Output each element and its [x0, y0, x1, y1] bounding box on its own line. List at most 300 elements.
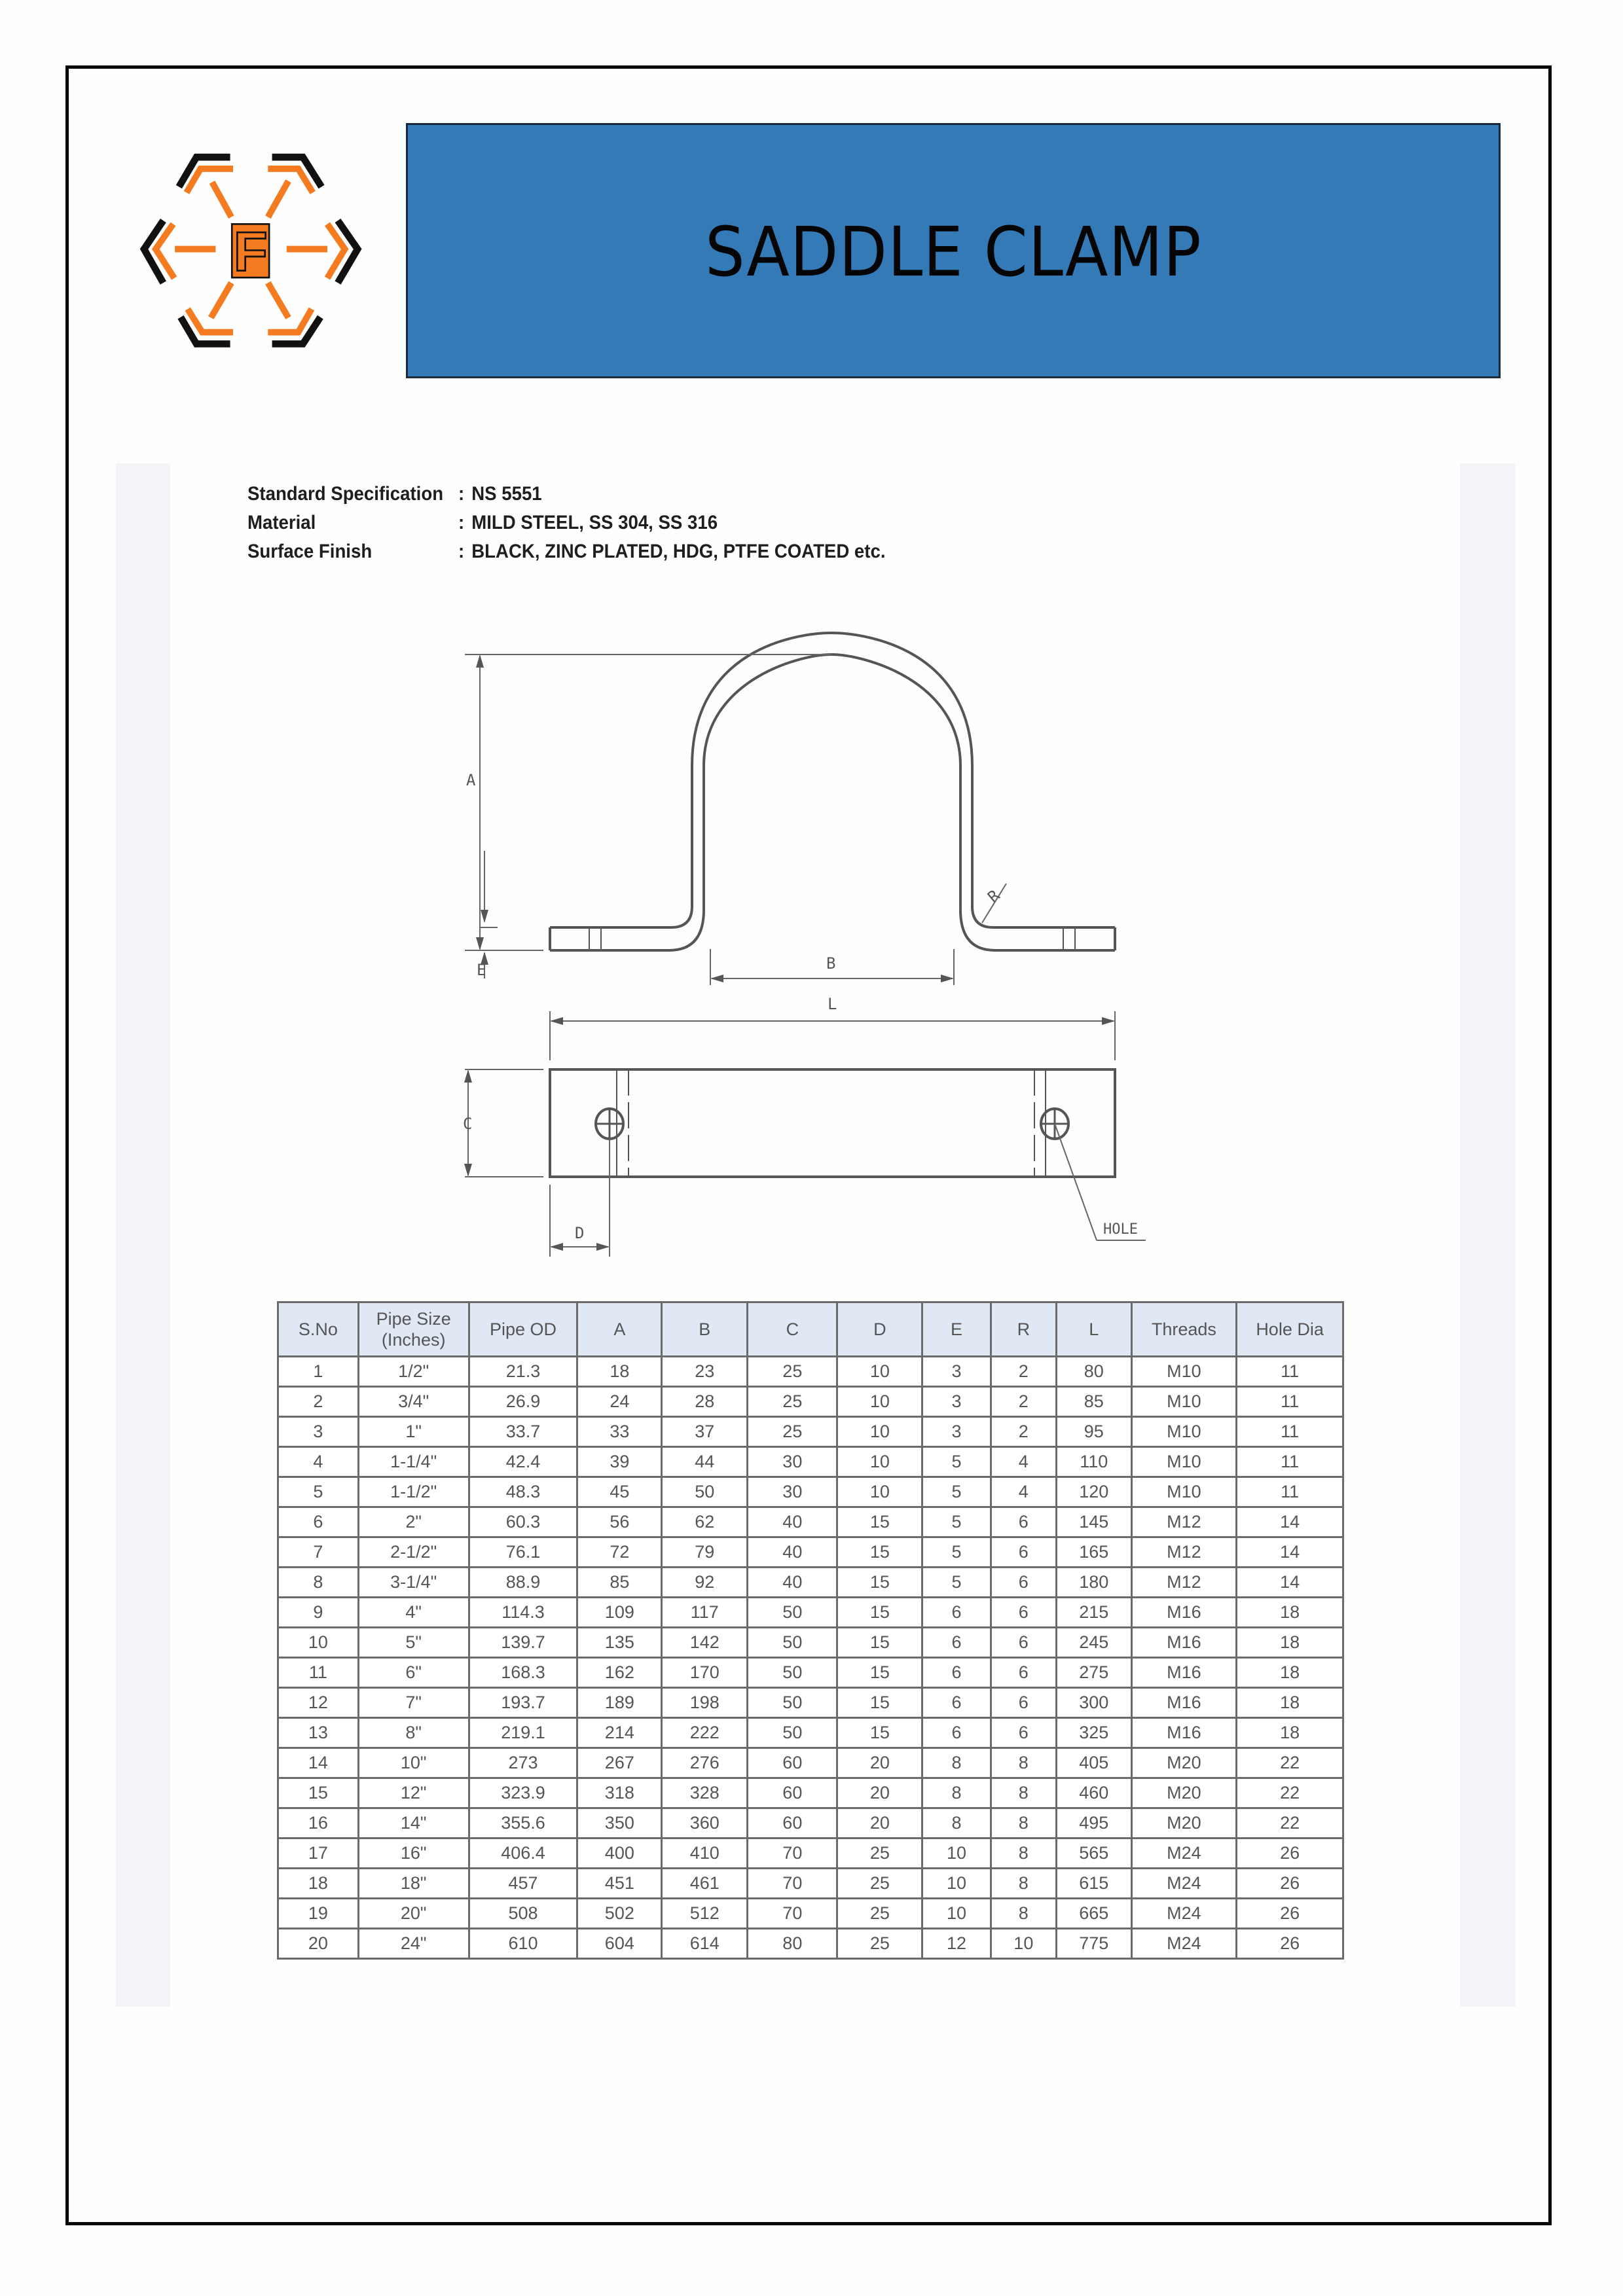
table-cell: M10 — [1131, 1387, 1237, 1417]
table-cell: 92 — [662, 1568, 748, 1598]
table-cell: 60 — [748, 1778, 837, 1808]
table-cell: 50 — [662, 1477, 748, 1507]
table-cell: 11 — [1237, 1477, 1343, 1507]
table-cell: 26 — [1237, 1839, 1343, 1869]
table-cell: 400 — [577, 1839, 662, 1869]
table-cell: 88.9 — [469, 1568, 577, 1598]
table-cell: 50 — [748, 1658, 837, 1688]
table-cell: 6 — [922, 1718, 991, 1748]
table-cell: 10 — [837, 1387, 922, 1417]
table-cell: 18 — [1237, 1658, 1343, 1688]
table-cell: M16 — [1131, 1718, 1237, 1748]
table-cell: 135 — [577, 1628, 662, 1658]
table-cell: 14 — [1237, 1537, 1343, 1568]
table-cell: 11 — [1237, 1417, 1343, 1447]
table-cell: 15 — [837, 1568, 922, 1598]
table-cell: 170 — [662, 1658, 748, 1688]
table-cell: 1 — [278, 1357, 359, 1387]
table-cell: 70 — [748, 1899, 837, 1929]
column-header: C — [748, 1302, 837, 1357]
table-row — [278, 1748, 1343, 1778]
table-cell: 4 — [991, 1477, 1056, 1507]
table-cell: 10 — [837, 1417, 922, 1447]
table-cell: 24" — [358, 1929, 469, 1959]
table-cell: 21.3 — [469, 1357, 577, 1387]
column-header: E — [922, 1302, 991, 1357]
table-cell: M16 — [1131, 1688, 1237, 1718]
table-cell: 19 — [278, 1899, 359, 1929]
table-cell: 6 — [922, 1628, 991, 1658]
column-header: Hole Dia — [1237, 1302, 1343, 1357]
table-cell: 33.7 — [469, 1417, 577, 1447]
table-cell: 14 — [1237, 1568, 1343, 1598]
table-cell: 22 — [1237, 1778, 1343, 1808]
table-cell: 15 — [837, 1628, 922, 1658]
dimension-label-b: B — [826, 954, 836, 973]
table-cell: M20 — [1131, 1778, 1237, 1808]
side-view — [550, 633, 1115, 950]
table-cell: 3 — [922, 1357, 991, 1387]
table-cell: 12" — [358, 1778, 469, 1808]
table-cell: M10 — [1131, 1417, 1237, 1447]
table-cell: 33 — [577, 1417, 662, 1447]
spec-value: NS 5551 — [471, 483, 542, 505]
page-title: SADDLE CLAMP — [704, 212, 1202, 292]
table-cell: 165 — [1056, 1537, 1131, 1568]
table-cell: 508 — [469, 1899, 577, 1929]
table-cell: 2 — [991, 1357, 1056, 1387]
column-header: B — [662, 1302, 748, 1357]
table-cell: 189 — [577, 1688, 662, 1718]
table-cell: 17 — [278, 1839, 359, 1869]
header-line: Pipe Size — [376, 1309, 451, 1329]
table-cell: 1" — [358, 1417, 469, 1447]
table-cell: 85 — [1056, 1387, 1131, 1417]
table-row — [278, 1447, 1343, 1477]
table-row — [278, 1537, 1343, 1568]
table-cell: 604 — [577, 1929, 662, 1959]
table-cell: 45 — [577, 1477, 662, 1507]
table-cell: 25 — [748, 1357, 837, 1387]
table-cell: 5 — [922, 1568, 991, 1598]
table-cell: 12 — [922, 1929, 991, 1959]
table-cell: 142 — [662, 1628, 748, 1658]
table-cell: 10 — [837, 1447, 922, 1477]
table-cell: 4 — [991, 1447, 1056, 1477]
table-cell: 276 — [662, 1748, 748, 1778]
table-cell: M10 — [1131, 1477, 1237, 1507]
table-cell: 180 — [1056, 1568, 1131, 1598]
table-cell: 267 — [577, 1748, 662, 1778]
table-cell: 26 — [1237, 1929, 1343, 1959]
table-cell: 405 — [1056, 1748, 1131, 1778]
table-cell: 162 — [577, 1658, 662, 1688]
table-cell: 222 — [662, 1718, 748, 1748]
table-cell: 40 — [748, 1507, 837, 1537]
table-cell: 28 — [662, 1387, 748, 1417]
table-cell: 6 — [991, 1568, 1056, 1598]
table-cell: 5" — [358, 1628, 469, 1658]
table-cell: 3 — [922, 1387, 991, 1417]
table-cell: 245 — [1056, 1628, 1131, 1658]
spec-label: Standard Specification — [247, 483, 444, 505]
table-cell: 8 — [991, 1808, 1056, 1839]
clamp-outer-profile — [550, 633, 1115, 927]
company-logo — [118, 131, 380, 373]
table-cell: 50 — [748, 1718, 837, 1748]
table-cell: 15 — [837, 1537, 922, 1568]
table-cell: 25 — [837, 1899, 922, 1929]
table-cell: 215 — [1056, 1598, 1131, 1628]
table-cell: 95 — [1056, 1417, 1131, 1447]
table-cell: 3/4" — [358, 1387, 469, 1417]
table-cell: 7" — [358, 1688, 469, 1718]
table-cell: 457 — [469, 1869, 577, 1899]
table-cell: 14 — [1237, 1507, 1343, 1537]
table-cell: 10" — [358, 1748, 469, 1778]
table-row — [278, 1929, 1343, 1959]
table-cell: 120 — [1056, 1477, 1131, 1507]
table-cell: 198 — [662, 1688, 748, 1718]
table-cell: 12 — [278, 1688, 359, 1718]
table-cell: 25 — [837, 1869, 922, 1899]
table-cell: 85 — [577, 1568, 662, 1598]
table-cell: 42.4 — [469, 1447, 577, 1477]
table-row — [278, 1628, 1343, 1658]
table-cell: 4" — [358, 1598, 469, 1628]
table-cell: 8 — [922, 1808, 991, 1839]
table-cell: 10 — [991, 1929, 1056, 1959]
table-row — [278, 1839, 1343, 1869]
table-cell: 5 — [278, 1477, 359, 1507]
table-cell: 14" — [358, 1808, 469, 1839]
table-cell: 10 — [922, 1839, 991, 1869]
table-cell: 10 — [278, 1628, 359, 1658]
table-cell: 273 — [469, 1748, 577, 1778]
table-row — [278, 1387, 1343, 1417]
table-cell: M12 — [1131, 1507, 1237, 1537]
table-cell: 26 — [1237, 1869, 1343, 1899]
table-cell: 37 — [662, 1417, 748, 1447]
table-cell: 512 — [662, 1899, 748, 1929]
table-cell: 80 — [748, 1929, 837, 1959]
column-header: Pipe OD — [469, 1302, 577, 1357]
table-cell: 72 — [577, 1537, 662, 1568]
table-cell: 355.6 — [469, 1808, 577, 1839]
table-cell: 11 — [1237, 1447, 1343, 1477]
top-view — [550, 1069, 1115, 1177]
table-cell: 48.3 — [469, 1477, 577, 1507]
side-panel-left — [116, 463, 170, 2007]
table-cell: 7 — [278, 1537, 359, 1568]
table-cell: 25 — [748, 1417, 837, 1447]
table-cell: 615 — [1056, 1869, 1131, 1899]
dimension-label-e: E — [477, 961, 486, 979]
column-header: S.No — [278, 1302, 359, 1357]
table-cell: 350 — [577, 1808, 662, 1839]
table-cell: 44 — [662, 1447, 748, 1477]
table-cell: 10 — [837, 1357, 922, 1387]
table-row — [278, 1568, 1343, 1598]
table-cell: 300 — [1056, 1688, 1131, 1718]
table-cell: M10 — [1131, 1357, 1237, 1387]
technical-drawing — [458, 609, 1178, 1270]
table-cell: 60 — [748, 1748, 837, 1778]
table-cell: 2" — [358, 1507, 469, 1537]
side-panel-right — [1460, 463, 1516, 2007]
hole-label: HOLE — [1103, 1221, 1138, 1238]
table-cell: 6 — [991, 1688, 1056, 1718]
table-cell: 6 — [922, 1688, 991, 1718]
spec-separator: : — [458, 512, 465, 533]
table-cell: 60 — [748, 1808, 837, 1839]
table-cell: 18 — [1237, 1718, 1343, 1748]
table-cell: 219.1 — [469, 1718, 577, 1748]
table-cell: 665 — [1056, 1899, 1131, 1929]
table-cell: 5 — [922, 1477, 991, 1507]
table-cell: 614 — [662, 1929, 748, 1959]
logo-letter: F — [233, 221, 268, 283]
spec-row-surface-finish — [247, 537, 885, 566]
table-cell: 461 — [662, 1869, 748, 1899]
table-cell: 16 — [278, 1808, 359, 1839]
table-cell: 23 — [662, 1357, 748, 1387]
table-cell: 60.3 — [469, 1507, 577, 1537]
spec-value: BLACK, ZINC PLATED, HDG, PTFE COATED etc. — [471, 541, 886, 562]
table-cell: 8" — [358, 1718, 469, 1748]
table-cell: 6 — [991, 1628, 1056, 1658]
table-cell: 15 — [837, 1718, 922, 1748]
table-cell: 6 — [991, 1598, 1056, 1628]
table-cell: 13 — [278, 1718, 359, 1748]
plate-outline — [550, 1069, 1115, 1177]
table-cell: 168.3 — [469, 1658, 577, 1688]
table-cell: 6 — [991, 1507, 1056, 1537]
table-cell: M20 — [1131, 1808, 1237, 1839]
table-cell: 6 — [991, 1537, 1056, 1568]
table-cell: 15 — [837, 1688, 922, 1718]
table-cell: 50 — [748, 1688, 837, 1718]
table-cell: 360 — [662, 1808, 748, 1839]
table-cell: 15 — [837, 1658, 922, 1688]
table-cell: 275 — [1056, 1658, 1131, 1688]
table-cell: 8 — [922, 1778, 991, 1808]
dimensions-table — [277, 1301, 1344, 1960]
table-cell: 20 — [278, 1929, 359, 1959]
table-cell: 8 — [991, 1839, 1056, 1869]
table-cell: 5 — [922, 1447, 991, 1477]
table-header-row — [278, 1302, 1343, 1357]
table-cell: 25 — [748, 1387, 837, 1417]
table-cell: M16 — [1131, 1598, 1237, 1628]
table-cell: 410 — [662, 1839, 748, 1869]
table-cell: 39 — [577, 1447, 662, 1477]
column-header: D — [837, 1302, 922, 1357]
table-cell: 20 — [837, 1778, 922, 1808]
table-cell: 26 — [1237, 1899, 1343, 1929]
table-row — [278, 1658, 1343, 1688]
table-cell: 8 — [991, 1899, 1056, 1929]
table-row — [278, 1869, 1343, 1899]
top-view-labels — [463, 995, 1138, 1242]
table-cell: 11 — [1237, 1387, 1343, 1417]
table-cell: 18 — [1237, 1598, 1343, 1628]
table-cell: M24 — [1131, 1869, 1237, 1899]
spec-row-material — [247, 509, 885, 537]
column-header: A — [577, 1302, 662, 1357]
table-cell: 11 — [1237, 1357, 1343, 1387]
table-cell: 20 — [837, 1808, 922, 1839]
column-header: L — [1056, 1302, 1131, 1357]
table-cell: 20 — [837, 1748, 922, 1778]
table-cell: 4 — [278, 1447, 359, 1477]
table-cell: 323.9 — [469, 1778, 577, 1808]
table-cell: 110 — [1056, 1447, 1131, 1477]
table-cell: 18 — [1237, 1628, 1343, 1658]
table-cell: 2 — [278, 1387, 359, 1417]
table-cell: 18" — [358, 1869, 469, 1899]
dimension-label-c: C — [463, 1115, 473, 1133]
table-cell: 5 — [922, 1537, 991, 1568]
table-cell: 25 — [837, 1929, 922, 1959]
table-cell: 495 — [1056, 1808, 1131, 1839]
table-cell: 50 — [748, 1598, 837, 1628]
table-cell: 502 — [577, 1899, 662, 1929]
table-cell: M24 — [1131, 1839, 1237, 1869]
table-cell: 775 — [1056, 1929, 1131, 1959]
table-cell: 80 — [1056, 1357, 1131, 1387]
table-cell: M12 — [1131, 1537, 1237, 1568]
table-cell: 24 — [577, 1387, 662, 1417]
table-cell: 1-1/2" — [358, 1477, 469, 1507]
table-cell: M16 — [1131, 1628, 1237, 1658]
table-row — [278, 1688, 1343, 1718]
table-cell: 145 — [1056, 1507, 1131, 1537]
table-cell: M12 — [1131, 1568, 1237, 1598]
table-cell: 10 — [922, 1899, 991, 1929]
table-cell: 16" — [358, 1839, 469, 1869]
table-row — [278, 1718, 1343, 1748]
table-row — [278, 1477, 1343, 1507]
table-row — [278, 1507, 1343, 1537]
table-cell: 79 — [662, 1537, 748, 1568]
spec-separator: : — [458, 541, 465, 562]
table-cell: 18 — [1237, 1688, 1343, 1718]
spec-separator: : — [458, 483, 465, 505]
table-row — [278, 1598, 1343, 1628]
table-cell: 18 — [577, 1357, 662, 1387]
spec-row-standard — [247, 480, 885, 509]
table-cell: 15 — [837, 1598, 922, 1628]
specifications — [247, 480, 941, 566]
table-cell: 406.4 — [469, 1839, 577, 1869]
table-cell: 6 — [278, 1507, 359, 1537]
table-cell: 62 — [662, 1507, 748, 1537]
table-cell: 6 — [922, 1598, 991, 1628]
table-cell: 451 — [577, 1869, 662, 1899]
table-cell: 565 — [1056, 1839, 1131, 1869]
table-cell: 76.1 — [469, 1537, 577, 1568]
table-cell: 9 — [278, 1598, 359, 1628]
column-header: Threads — [1131, 1302, 1237, 1357]
table-cell: 10 — [837, 1477, 922, 1507]
table-row — [278, 1899, 1343, 1929]
table-cell: 318 — [577, 1778, 662, 1808]
table-cell: 2-1/2" — [358, 1537, 469, 1568]
table-cell: 11 — [278, 1658, 359, 1688]
hole-left-icon — [596, 1109, 623, 1139]
dimension-label-a: A — [466, 771, 476, 789]
table-cell: 14 — [278, 1748, 359, 1778]
table-cell: 3 — [922, 1417, 991, 1447]
table-cell: M10 — [1131, 1447, 1237, 1477]
table-row — [278, 1357, 1343, 1387]
table-cell: 109 — [577, 1598, 662, 1628]
column-header — [358, 1302, 469, 1357]
dimension-label-r: R — [984, 886, 1004, 906]
table-cell: 214 — [577, 1718, 662, 1748]
table-cell: 8 — [991, 1748, 1056, 1778]
table-cell: 40 — [748, 1568, 837, 1598]
table-cell: 10 — [922, 1869, 991, 1899]
table-cell: 460 — [1056, 1778, 1131, 1808]
side-view-labels — [466, 771, 1004, 979]
clamp-inner-profile — [550, 655, 1115, 950]
table-cell: 56 — [577, 1507, 662, 1537]
table-row — [278, 1417, 1343, 1447]
table-cell: 22 — [1237, 1748, 1343, 1778]
table-cell: 70 — [748, 1839, 837, 1869]
table-cell: 25 — [837, 1839, 922, 1869]
table-cell: 1/2" — [358, 1357, 469, 1387]
table-cell: 15 — [278, 1778, 359, 1808]
table-cell: 6 — [991, 1718, 1056, 1748]
table-row — [278, 1778, 1343, 1808]
header-line: (Inches) — [381, 1330, 446, 1350]
table-cell: 40 — [748, 1537, 837, 1568]
table-cell: 325 — [1056, 1718, 1131, 1748]
table-cell: 8 — [278, 1568, 359, 1598]
table-cell: 6 — [922, 1658, 991, 1688]
column-header: R — [991, 1302, 1056, 1357]
table-cell: 18 — [278, 1869, 359, 1899]
table-cell: 50 — [748, 1628, 837, 1658]
spec-value: MILD STEEL, SS 304, SS 316 — [471, 512, 718, 533]
table-cell: 1-1/4" — [358, 1447, 469, 1477]
table-cell: 193.7 — [469, 1688, 577, 1718]
spec-label: Material — [247, 512, 316, 533]
table-cell: 328 — [662, 1778, 748, 1808]
spec-label: Surface Finish — [247, 541, 373, 562]
table-cell: 26.9 — [469, 1387, 577, 1417]
table-cell: M24 — [1131, 1929, 1237, 1959]
table-cell: 6" — [358, 1658, 469, 1688]
title-banner — [406, 123, 1501, 378]
table-cell: 114.3 — [469, 1598, 577, 1628]
dimension-label-d: D — [575, 1224, 585, 1242]
table-cell: 5 — [922, 1507, 991, 1537]
table-cell: M24 — [1131, 1899, 1237, 1929]
table-cell: 8 — [991, 1778, 1056, 1808]
table-cell: 2 — [991, 1387, 1056, 1417]
table-cell: 2 — [991, 1417, 1056, 1447]
table-cell: 15 — [837, 1507, 922, 1537]
table-cell: 20" — [358, 1899, 469, 1929]
table-cell: 22 — [1237, 1808, 1343, 1839]
table-body — [278, 1357, 1343, 1959]
table-cell: 610 — [469, 1929, 577, 1959]
table-cell: 3-1/4" — [358, 1568, 469, 1598]
